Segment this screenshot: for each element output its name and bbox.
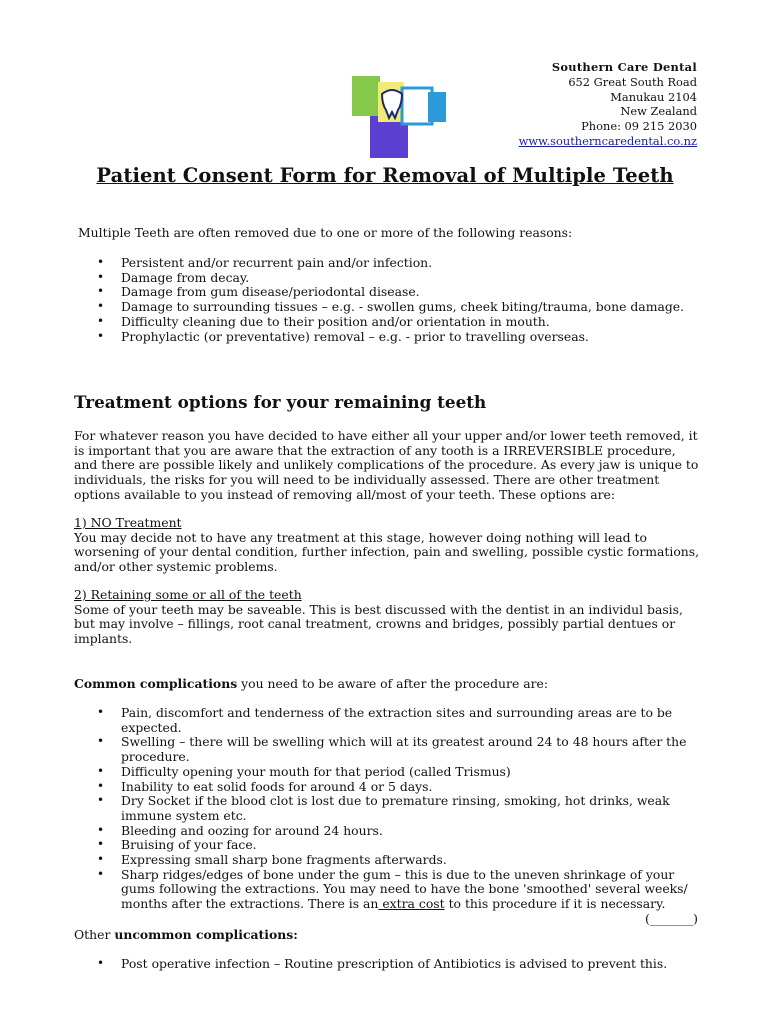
company-name: Southern Care Dental (551, 60, 697, 74)
option-title: 1) NO Treatment (74, 515, 182, 530)
bullet-icon: • (97, 284, 105, 299)
intro-text: Multiple Teeth are often removed due to one or more of the following reasons: (78, 225, 573, 240)
common-complications-heading: Common complications you need to be aware of after the procedure are: (74, 676, 549, 691)
bullet-icon: • (97, 956, 105, 970)
address-line-1: 652 Great South Road (568, 74, 697, 89)
bullet-icon: • (97, 313, 105, 328)
address-country: New Zealand (620, 104, 697, 119)
list-item: • Swelling – there will be swelling which will at its greatest around 24 to 48 hours after the procedure. (97, 734, 687, 765)
list-item: • Prophylactic (or preventative) removal – e.g. - prior to travelling overseas. (97, 328, 589, 344)
initials-field[interactable]: (_______) (644, 911, 698, 926)
uncommon-complications-list (97, 957, 667, 972)
uncommon-complications-heading: Other uncommon complications: (74, 927, 298, 942)
bullet-icon: • (97, 255, 105, 269)
bullet-icon: • (97, 763, 105, 778)
southern-care-dental-logo (352, 74, 446, 158)
option-no-treatment: 1) NO Treatment You may decide not to have any treatment at this stage, however doing nothing will lead to worsening of your dental condition, further infection, pain and swelling, possible cystic formations, and/or other systemic problems. (74, 516, 704, 575)
treatment-heading: Treatment options for your remaining teeth (74, 392, 487, 412)
bullet-icon: • (97, 866, 105, 881)
address-line-2: Manukau 2104 (610, 89, 697, 104)
list-item: • Damage from gum disease/periodontal disease. (97, 284, 420, 300)
list-item: • Post operative infection – Routine prescription of Antibiotics is advised to prevent this. (97, 956, 668, 971)
page-title: Patient Consent Form for Removal of Multiple Teeth (96, 164, 674, 187)
bullet-icon: • (97, 793, 105, 808)
bullet-icon: • (97, 299, 105, 314)
bullet-icon: • (97, 328, 105, 343)
list-item: • Pain, discomfort and tenderness of the extraction sites and surrounding areas are to be expected. (97, 705, 673, 735)
bullet-icon: • (97, 822, 105, 837)
list-item: • Difficulty opening your mouth for that period (called Trismus) (97, 763, 511, 779)
bullet-icon: • (97, 778, 105, 793)
reasons-list (97, 256, 684, 344)
list-item: • Expressing small sharp bone fragments afterwards. (97, 852, 447, 868)
bullet-icon: • (97, 734, 105, 749)
phone-number: Phone: 09 215 2030 (581, 119, 697, 134)
bullet-icon: • (97, 705, 105, 719)
common-complications-list (97, 706, 697, 912)
list-item: • Inability to eat solid foods for around 4 or 5 days. (97, 778, 433, 794)
option-retaining-teeth: 2) Retaining some or all of the teeth Some of your teeth may be saveable. This is best discussed with the dentist in an individul basis, but may involve – fillings, root canal treatment, crowns and bridges, possibly partial dentues or implants. (74, 588, 704, 647)
bullet-icon: • (97, 837, 105, 852)
list-item: • Damage from decay. (97, 269, 250, 285)
list-item: • Persistent and/or recurrent pain and/or infection. (97, 255, 433, 270)
bullet-icon: • (97, 852, 105, 867)
letterhead (437, 60, 697, 149)
list-item: • Bleeding and oozing for around 24 hours. (97, 822, 383, 838)
list-item: • Damage to surrounding tissues – e.g. - swollen gums, cheek biting/trauma, bone damage. (97, 299, 685, 315)
list-item: • Difficulty cleaning due to their position and/or orientation in mouth. (97, 313, 550, 329)
list-item: • Sharp ridges/edges of bone under the gum – this is due to the uneven shrinkage of your gums following the extractions. You may need to have the bone 'smoothed' several weeks/ months after the extractions. There is an extra cost to this procedure if it is necessary. (97, 866, 688, 912)
bullet-icon: • (97, 269, 105, 284)
list-item: • Bruising of your face. (97, 837, 257, 853)
list-item: • Dry Socket if the blood clot is lost due to premature rinsing, smoking, hot drinks, weak immune system etc. (97, 793, 670, 823)
option-title: 2) Retaining some or all of the teeth (74, 587, 302, 602)
treatment-paragraph: For whatever reason you have decided to have either all your upper and/or lower teeth removed, it is important that you are aware that the extraction of any tooth is a IRREVERSIBLE procedure, and there are possible likely and unlikely complications of the procedure. As every jaw is unique to individuals, the risks for you will need to be individually assessed. There are other treatment options available to you instead of removing all/most of your teeth. These options are: (74, 428, 699, 502)
website-link[interactable]: www.southerncaredental.co.nz (518, 133, 697, 148)
